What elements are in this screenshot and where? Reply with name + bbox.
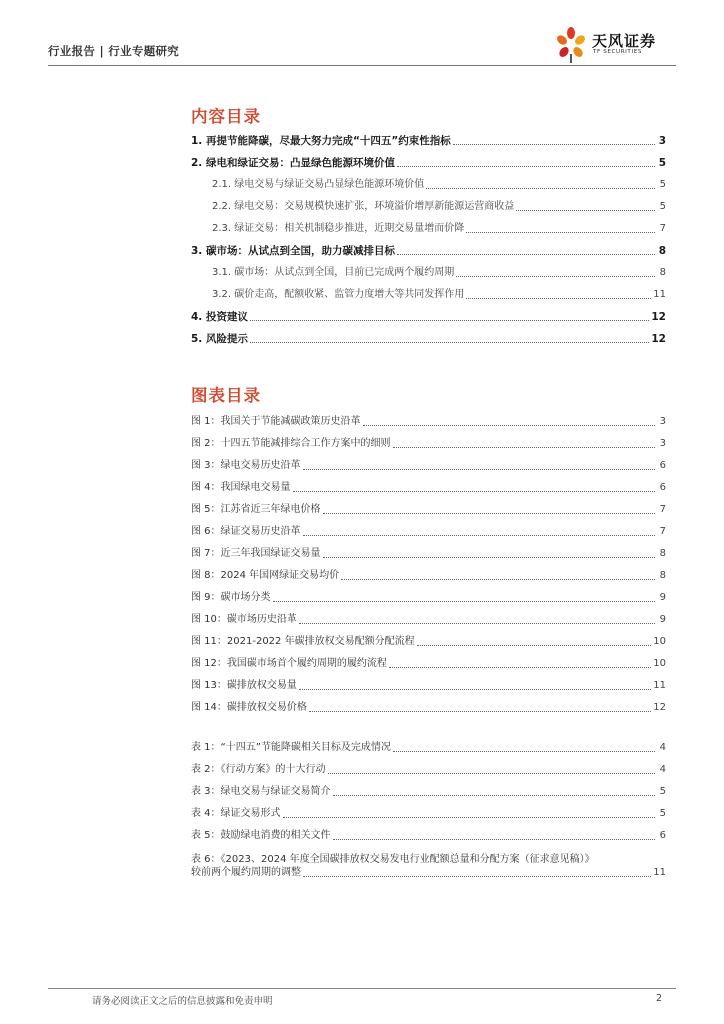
figure-entry[interactable] [191,437,666,451]
dot-leader [328,773,655,774]
table-entry-label: 表 5：鼓励绿电消费的相关文件 [191,830,331,841]
table-entry-label: 较前两个履约周期的调整 [191,867,301,878]
report-category: 行业报告 | 行业专题研究 [48,44,180,58]
toc-item[interactable] [191,134,666,148]
figure-entry[interactable] [191,525,666,539]
figure-entry-page: 10 [653,636,666,647]
table-entry-page: 5 [659,786,666,797]
figure-entry[interactable] [191,459,666,473]
toc-subitem[interactable] [212,222,666,236]
dot-leader [283,817,655,818]
toc-item-label: 2.2. 绿电交易：交易规模快速扩张，环境溢价增厚新能源运营商收益 [212,201,515,212]
toc-item[interactable] [191,310,666,324]
dot-leader [299,689,651,690]
toc-item-label: 1. 再提节能降碳，尽最大努力完成“十四五”约束性指标 [191,135,451,147]
toc-item-label: 2.1. 绿电交易与绿证交易凸显绿色能源环境价值 [212,179,425,190]
figure-entry-label: 图 11：2021-2022 年碳排放权交易配额分配流程 [191,636,415,647]
toc-item-page: 5 [658,157,666,169]
figure-entry-page: 9 [659,592,666,603]
figure-entry-label: 图 8：2024 年国网绿证交易均价 [191,570,340,581]
toc-item-page: 7 [659,223,666,234]
table-entry-page: 4 [659,764,666,775]
figure-entry-label: 图 7：近三年我国绿证交易量 [191,548,321,559]
dot-leader [250,320,649,321]
figure-entry[interactable] [191,503,666,517]
table-entry-page: 4 [659,742,666,753]
toc-item-page: 5 [659,179,666,190]
logo-chinese-name: 天风证券 [592,32,657,50]
toc-item-page: 11 [653,289,666,300]
toc-item[interactable] [191,156,666,170]
toc-title: 内容目录 [191,107,261,126]
figure-entry[interactable] [191,415,666,429]
toc-item[interactable] [191,332,666,346]
dot-leader [426,188,655,189]
toc-item-page: 12 [651,311,666,323]
table-entry-page: 11 [653,867,666,878]
page-header [48,32,676,68]
toc-item[interactable] [191,244,666,258]
figure-entry-page: 3 [659,416,666,427]
figure-entry-label: 图 5：江苏省近三年绿电价格 [191,504,321,515]
table-entry[interactable] [191,807,666,821]
table-entry-label: 表 3：绿电交易与绿证交易简介 [191,786,331,797]
figure-entry[interactable] [191,547,666,561]
figure-entry-label: 图 4：我国绿电交易量 [191,482,291,493]
figure-entry-page: 12 [653,702,666,713]
figure-entry[interactable] [191,613,666,627]
figure-entry-label: 图 2：十四五节能减排综合工作方案中的细则 [191,438,391,449]
dot-leader [397,254,655,255]
header-divider [48,65,676,66]
figure-entry-page: 3 [659,438,666,449]
toc-item-label: 4. 投资建议 [191,311,248,323]
toc-subitem[interactable] [212,200,666,214]
figure-entry-label: 图 13：碳排放权交易量 [191,680,297,691]
flower-logo-icon [554,26,588,64]
dot-leader [303,876,651,877]
toc-item-page: 12 [651,333,666,345]
toc-item-page: 8 [659,267,666,278]
dot-leader [516,210,655,211]
dot-leader [303,469,655,470]
dot-leader [397,166,655,167]
figure-entry-label: 图 14：碳排放权交易价格 [191,702,307,713]
dot-leader [299,623,655,624]
toc-subitem[interactable] [212,178,666,192]
logo-english-name: TF SECURITIES [593,49,642,55]
table-entry[interactable] [191,829,666,843]
figure-entry-label: 图 10：碳市场历史沿革 [191,614,297,625]
table-entry[interactable] [191,763,666,777]
table-entry-label-line1[interactable]: 表 6：《2023、2024 年度全国碳排放权交易发电行业配额总量和分配方案（征求意见稿）》 [191,854,595,865]
figure-entry-page: 8 [659,570,666,581]
dot-leader [393,447,655,448]
figure-entry-page: 7 [659,504,666,515]
dot-leader [323,557,655,558]
figure-entry[interactable] [191,701,666,715]
figure-entry-page: 6 [659,460,666,471]
dot-leader [323,513,655,514]
toc-item-page: 8 [658,245,666,257]
figure-entry-label: 图 6：绿证交易历史沿革 [191,526,301,537]
figure-entry[interactable] [191,635,666,649]
toc-item-label: 3.1. 碳市场：从试点到全国，目前已完成两个履约周期 [212,267,455,278]
table-entry-page: 5 [659,808,666,819]
company-logo [554,26,666,64]
figure-entry[interactable] [191,679,666,693]
figure-entry[interactable] [191,657,666,671]
dot-leader [273,601,655,602]
table-entry-page: 6 [659,830,666,841]
dot-leader [466,232,655,233]
figure-entry[interactable] [191,591,666,605]
table-entry[interactable] [191,785,666,799]
table-entry-label: 表 2：《行动方案》的十大行动 [191,764,326,775]
dot-leader [456,276,655,277]
dot-leader [250,342,649,343]
figure-entry-label: 图 9：碳市场分类 [191,592,271,603]
figure-entry-page: 9 [659,614,666,625]
footer-divider [48,988,676,989]
toc-subitem[interactable] [212,266,666,280]
figure-entry[interactable] [191,481,666,495]
dot-leader [363,425,655,426]
figure-entry-label: 图 1：我国关于节能减碳政策历史沿革 [191,416,361,427]
toc-item-page: 5 [659,201,666,212]
dot-leader [453,144,655,145]
figure-entry-page: 10 [653,658,666,669]
toc-item-label: 2.3. 绿证交易：相关机制稳步推进，近期交易量增而价降 [212,223,465,234]
toc-item-label: 3. 碳市场：从试点到全国，助力碳减排目标 [191,245,395,257]
figure-entry[interactable] [191,569,666,583]
dot-leader [466,298,651,299]
toc-item-label: 3.2. 碳价走高，配额收紧、监管力度增大等共同发挥作用 [212,289,465,300]
toc-item-label: 5. 风险提示 [191,333,248,345]
dot-leader [293,491,655,492]
dot-leader [333,839,655,840]
figure-entry-label: 图 12：我国碳市场首个履约周期的履约流程 [191,658,387,669]
dot-leader [393,751,655,752]
dot-leader [341,579,655,580]
figure-entry-page: 11 [653,680,666,691]
page-number: 2 [656,993,663,1004]
table-entry-label: 表 1：“十四五”节能降碳相关目标及完成情况 [191,742,391,753]
figure-entry-page: 7 [659,526,666,537]
figure-entry-page: 8 [659,548,666,559]
dot-leader [303,535,655,536]
toc-item-page: 3 [658,135,666,147]
footer-disclaimer: 请务必阅读正文之后的信息披露和免责申明 [92,996,273,1007]
toc-item-label: 2. 绿电和绿证交易：凸显绿色能源环境价值 [191,157,395,169]
figures-title: 图表目录 [191,386,261,405]
dot-leader [389,667,651,668]
table-entry[interactable] [191,866,666,880]
figure-entry-page: 6 [659,482,666,493]
dot-leader [333,795,655,796]
dot-leader [309,711,651,712]
figure-entry-label: 图 3：绿电交易历史沿革 [191,460,301,471]
table-entry-label: 表 4：绿证交易形式 [191,808,281,819]
dot-leader [417,645,652,646]
toc-subitem[interactable] [212,288,666,302]
table-entry[interactable] [191,741,666,755]
